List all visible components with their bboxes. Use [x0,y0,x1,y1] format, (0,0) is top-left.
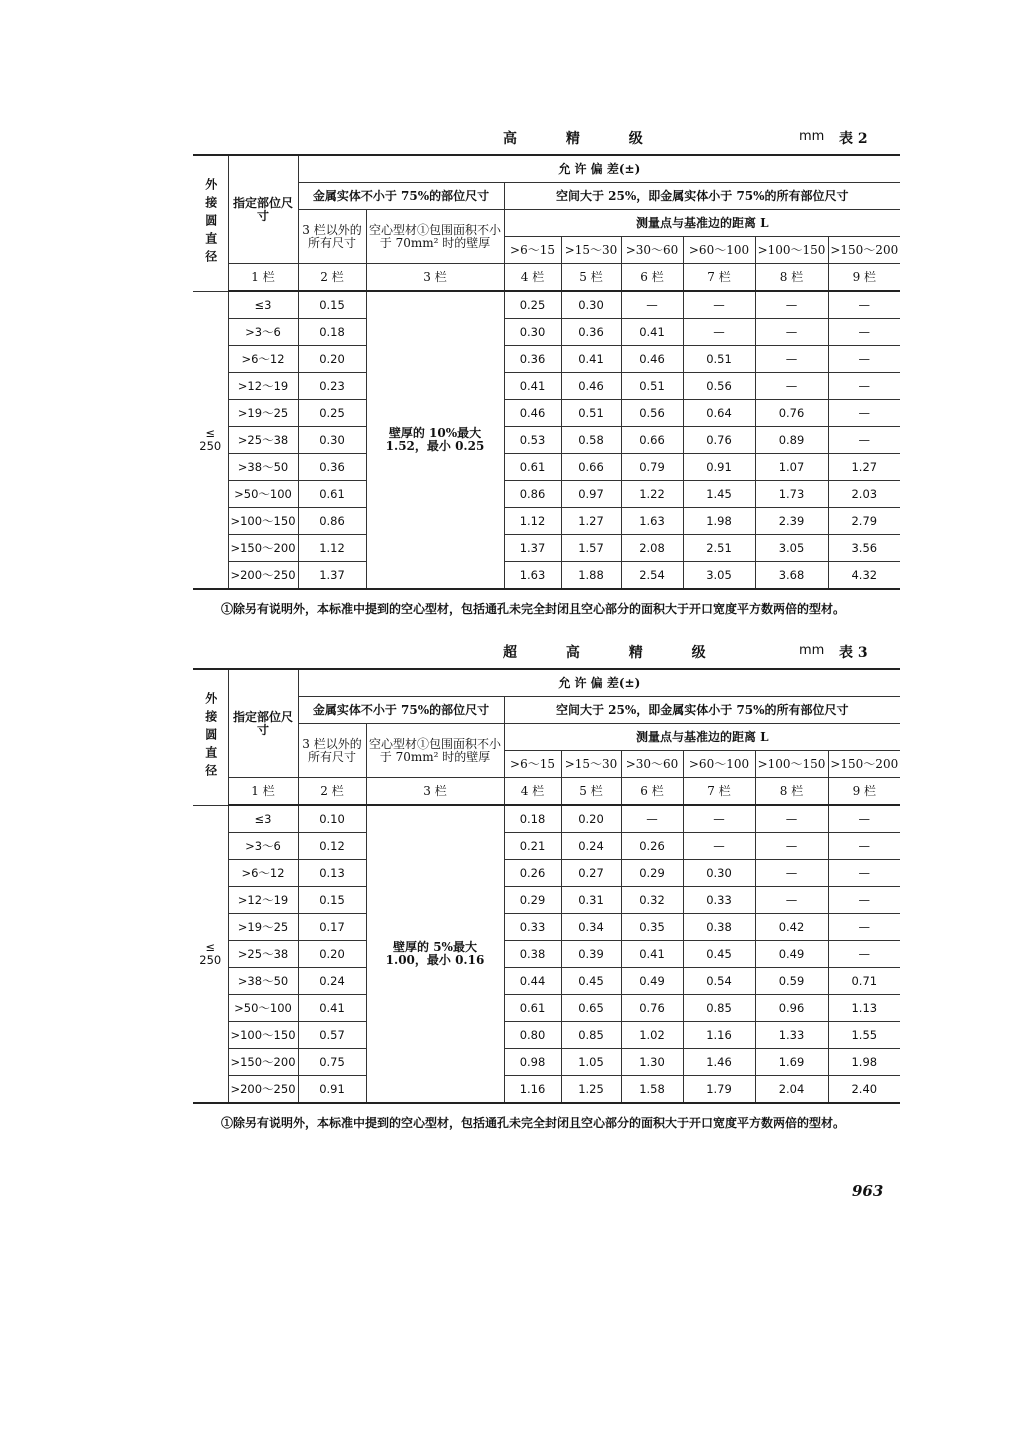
tolerance-value: 0.35 [621,914,683,941]
col2-value: 0.15 [298,291,366,319]
table-caption [193,640,900,668]
tolerance-table [193,154,900,590]
tolerance-value: 2.79 [828,508,900,535]
tolerance-value: 0.64 [683,400,755,427]
tolerance-value: 0.49 [621,968,683,995]
col2-value: 0.41 [298,995,366,1022]
tolerance-value: 1.05 [561,1049,621,1076]
size-range-cell: >200～250 [228,562,298,590]
tolerance-value: — [755,860,828,887]
table-row [193,346,900,373]
col2-value: 0.23 [298,373,366,400]
tolerance-value: 0.32 [621,887,683,914]
table-3-block [193,640,900,1134]
tolerance-value: 2.08 [621,535,683,562]
space-group-header: 空间大于 25%，即金属实体小于 75%的所有部位尺寸 [504,697,900,724]
allowable-deviation-header: 允 许 偏 差(±) [298,155,900,183]
tolerance-value: — [683,291,755,319]
tolerance-value: 0.39 [561,941,621,968]
table-row [193,995,900,1022]
table-row [193,1022,900,1049]
designated-size-header: 指定部位尺寸 [228,155,298,264]
column-number: 9 栏 [828,264,900,292]
header-row [193,724,900,751]
tolerance-value: 3.68 [755,562,828,590]
range-header: >6～15 [504,751,561,778]
table-row [193,860,900,887]
tolerance-value: 1.69 [755,1049,828,1076]
column-number-row [193,264,900,292]
tolerance-value: 3.05 [683,562,755,590]
designated-size-header: 指定部位尺寸 [228,669,298,778]
tolerance-value: — [828,805,900,833]
tolerance-value: 1.13 [828,995,900,1022]
tolerance-value: 1.63 [621,508,683,535]
tolerance-value: — [755,833,828,860]
table-row [193,914,900,941]
size-range-cell: >100～150 [228,1022,298,1049]
table-row [193,833,900,860]
tolerance-value: 1.79 [683,1076,755,1104]
column-number: 9 栏 [828,778,900,806]
tolerance-value: — [828,914,900,941]
tolerance-value: — [755,373,828,400]
tolerance-value: 1.55 [828,1022,900,1049]
tolerance-value: 0.54 [683,968,755,995]
tolerance-value: — [755,346,828,373]
table-title: 高 精 级 [503,131,665,147]
tolerance-value: — [828,887,900,914]
tolerance-value: 1.98 [828,1049,900,1076]
tolerance-value: 1.98 [683,508,755,535]
table-row [193,508,900,535]
tolerance-value: 0.61 [504,454,561,481]
table-row [193,291,900,319]
size-range-cell: >6～12 [228,860,298,887]
tolerance-value: 0.85 [561,1022,621,1049]
col2-value: 0.57 [298,1022,366,1049]
tolerance-value: 1.12 [504,508,561,535]
tolerance-value: — [683,805,755,833]
table-row [193,535,900,562]
tolerance-value: 0.65 [561,995,621,1022]
tolerance-value: 0.41 [504,373,561,400]
size-range-cell: >3～6 [228,833,298,860]
col2-value: 0.10 [298,805,366,833]
tolerance-value: 0.58 [561,427,621,454]
header-row [193,210,900,237]
tolerance-value: 1.33 [755,1022,828,1049]
col2-value: 1.37 [298,562,366,590]
tolerance-value: 0.33 [504,914,561,941]
column-number: 5 栏 [561,778,621,806]
table-caption [193,126,900,154]
tolerance-value: — [828,346,900,373]
tolerance-value: 1.30 [621,1049,683,1076]
size-range-cell: >12～19 [228,373,298,400]
size-range-cell: >3～6 [228,319,298,346]
column-number: 3 栏 [366,778,504,806]
col2-value: 0.18 [298,319,366,346]
table-row [193,373,900,400]
range-header: >150～200 [828,237,900,264]
col2-value: 0.13 [298,860,366,887]
table-row [193,400,900,427]
tolerance-value: 0.34 [561,914,621,941]
size-range-cell: >150～200 [228,1049,298,1076]
column-number: 8 栏 [755,264,828,292]
tolerance-value: — [828,319,900,346]
tolerance-value: — [683,833,755,860]
tolerance-value: 0.66 [621,427,683,454]
tolerance-value: 0.44 [504,968,561,995]
table-row [193,941,900,968]
tolerance-value: 1.88 [561,562,621,590]
space-group-header: 空间大于 25%，即金属实体小于 75%的所有部位尺寸 [504,183,900,210]
tolerance-value: 1.57 [561,535,621,562]
size-range-cell: >38～50 [228,454,298,481]
column-number: 4 栏 [504,264,561,292]
col2-value: 0.91 [298,1076,366,1104]
size-range-cell: >25～38 [228,941,298,968]
tolerance-table [193,668,900,1104]
tolerance-value: 1.16 [683,1022,755,1049]
tolerance-value: — [828,941,900,968]
wall-thickness-note: 壁厚的 10%最大 1.52，最小 0.25 [366,291,504,589]
tolerance-value: 0.76 [755,400,828,427]
table-2-block [193,126,900,620]
tolerance-value: 0.21 [504,833,561,860]
column-number: 4 栏 [504,778,561,806]
table-row [193,1049,900,1076]
tolerance-value: 1.02 [621,1022,683,1049]
tolerance-value: 0.26 [504,860,561,887]
distance-header: 测量点与基准边的距离 L [504,724,900,751]
table-row [193,481,900,508]
column-number: 3 栏 [366,264,504,292]
tolerance-value: — [755,887,828,914]
tolerance-value: 0.27 [561,860,621,887]
header-row [193,183,900,210]
tolerance-value: 0.29 [504,887,561,914]
col2-value: 0.15 [298,887,366,914]
tolerance-value: 0.80 [504,1022,561,1049]
tolerance-value: 0.59 [755,968,828,995]
tolerance-value: 0.20 [561,805,621,833]
tolerance-value: 0.36 [561,319,621,346]
tolerance-value: 0.61 [504,995,561,1022]
col2-value: 0.25 [298,400,366,427]
table-title: 超 高 精 级 [503,645,728,661]
size-range-cell: ≤3 [228,805,298,833]
outer-diameter-header: 外接圆直径 [193,155,228,291]
header-row [193,697,900,724]
size-range-cell: >12～19 [228,887,298,914]
distance-header: 测量点与基准边的距离 L [504,210,900,237]
size-range-cell: >50～100 [228,481,298,508]
tolerance-value: 1.58 [621,1076,683,1104]
tolerance-value: — [828,860,900,887]
tolerance-value: 0.18 [504,805,561,833]
size-range-cell: >19～25 [228,914,298,941]
col2-value: 0.24 [298,968,366,995]
tolerance-value: 0.51 [683,346,755,373]
tolerance-value: 0.89 [755,427,828,454]
tolerance-value: 2.39 [755,508,828,535]
tolerance-value: 0.29 [621,860,683,887]
table-unit: mm [799,643,825,658]
column-number: 7 栏 [683,264,755,292]
table-row [193,454,900,481]
column-number: 2 栏 [298,778,366,806]
size-range-cell: >6～12 [228,346,298,373]
tolerance-value: — [828,291,900,319]
tolerance-value: 0.71 [828,968,900,995]
page-number: 963 [852,1182,884,1200]
tolerance-value: 0.38 [504,941,561,968]
tolerance-value: 0.26 [621,833,683,860]
column-number: 1 栏 [228,264,298,292]
col2-header: 3 栏以外的所有尺寸 [298,210,366,264]
tolerance-value: 1.46 [683,1049,755,1076]
tolerance-value: 1.45 [683,481,755,508]
tolerance-value: 0.79 [621,454,683,481]
col2-value: 0.36 [298,454,366,481]
size-range-cell: >50～100 [228,995,298,1022]
wall-thickness-note: 壁厚的 5%最大 1.00，最小 0.16 [366,805,504,1103]
tolerance-value: — [828,373,900,400]
diameter-label: ≤ 250 [193,291,228,589]
column-number: 2 栏 [298,264,366,292]
size-range-cell: >25～38 [228,427,298,454]
solid-group-header: 金属实体不小于 75%的部位尺寸 [298,183,504,210]
footnote: ①除另有说明外，本标准中提到的空心型材，包括通孔未完全封闭且空心部分的面积大于开口宽度平方数两倍的型材。 [221,602,846,616]
tolerance-value: 0.51 [621,373,683,400]
tolerance-value: 0.36 [504,346,561,373]
tolerance-value: 0.91 [683,454,755,481]
tolerance-value: 0.38 [683,914,755,941]
range-header: >60～100 [683,237,755,264]
col2-value: 0.30 [298,427,366,454]
range-header: >15～30 [561,751,621,778]
tolerance-value: 0.45 [683,941,755,968]
diameter-label: ≤ 250 [193,805,228,1103]
tolerance-value: 1.27 [561,508,621,535]
column-number: 1 栏 [228,778,298,806]
tolerance-value: 1.27 [828,454,900,481]
tolerance-value: — [755,805,828,833]
column-number: 6 栏 [621,264,683,292]
col2-value: 1.12 [298,535,366,562]
tolerance-value: 2.40 [828,1076,900,1104]
table-row [193,887,900,914]
tolerance-value: 0.46 [621,346,683,373]
tolerance-value: 0.24 [561,833,621,860]
header-row [193,669,900,697]
tolerance-value: — [755,319,828,346]
tolerance-value: 0.56 [683,373,755,400]
tolerance-value: 2.51 [683,535,755,562]
col3-header: 空心型材①包围面积不小于 70mm² 时的壁厚 [366,724,504,778]
col3-header: 空心型材①包围面积不小于 70mm² 时的壁厚 [366,210,504,264]
tolerance-value: 3.56 [828,535,900,562]
col2-header: 3 栏以外的所有尺寸 [298,724,366,778]
col2-value: 0.20 [298,346,366,373]
size-range-cell: >150～200 [228,535,298,562]
size-range-cell: >200～250 [228,1076,298,1104]
tolerance-value: 0.30 [561,291,621,319]
table-row [193,319,900,346]
size-range-cell: ≤3 [228,291,298,319]
range-header: >15～30 [561,237,621,264]
tolerance-value: 0.76 [621,995,683,1022]
tolerance-value: — [828,427,900,454]
col2-value: 0.20 [298,941,366,968]
range-header: >100～150 [755,237,828,264]
col2-value: 0.61 [298,481,366,508]
tolerance-value: 0.30 [504,319,561,346]
tolerance-value: 0.86 [504,481,561,508]
tolerance-value: 0.41 [621,941,683,968]
table-number: 表 3 [839,645,868,661]
tolerance-value: 1.73 [755,481,828,508]
outer-diameter-header: 外接圆直径 [193,669,228,805]
tolerance-value: 0.41 [621,319,683,346]
tolerance-value: 0.45 [561,968,621,995]
column-number: 8 栏 [755,778,828,806]
allowable-deviation-header: 允 许 偏 差(±) [298,669,900,697]
column-number-row [193,778,900,806]
header-row [193,155,900,183]
solid-group-header: 金属实体不小于 75%的部位尺寸 [298,697,504,724]
tolerance-value: 0.98 [504,1049,561,1076]
tolerance-value: — [755,291,828,319]
size-range-cell: >100～150 [228,508,298,535]
tolerance-value: 2.54 [621,562,683,590]
tolerance-value: 0.33 [683,887,755,914]
tolerance-value: 0.30 [683,860,755,887]
table-row [193,562,900,590]
col2-value: 0.75 [298,1049,366,1076]
tolerance-value: — [621,805,683,833]
col2-value: 0.12 [298,833,366,860]
tolerance-value: 3.05 [755,535,828,562]
column-number: 6 栏 [621,778,683,806]
tolerance-value: — [828,833,900,860]
tolerance-value: 0.76 [683,427,755,454]
tolerance-value: 0.53 [504,427,561,454]
table-number: 表 2 [839,131,868,147]
range-header: >100～150 [755,751,828,778]
column-number: 5 栏 [561,264,621,292]
table-unit: mm [799,129,825,144]
size-range-cell: >19～25 [228,400,298,427]
tolerance-value: — [828,400,900,427]
table-row [193,427,900,454]
range-header: >30～60 [621,751,683,778]
range-header: >6～15 [504,237,561,264]
table-row [193,968,900,995]
range-header: >30～60 [621,237,683,264]
tolerance-value: 2.03 [828,481,900,508]
tolerance-value: 0.25 [504,291,561,319]
table-row [193,805,900,833]
table-row [193,1076,900,1104]
tolerance-value: 1.16 [504,1076,561,1104]
tolerance-value: 1.07 [755,454,828,481]
tolerance-value: 0.85 [683,995,755,1022]
tolerance-value: 1.22 [621,481,683,508]
tolerance-value: — [683,319,755,346]
range-header: >150～200 [828,751,900,778]
tolerance-value: 2.04 [755,1076,828,1104]
tolerance-value: 1.63 [504,562,561,590]
tolerance-value: 0.41 [561,346,621,373]
tolerance-value: 0.42 [755,914,828,941]
tolerance-value: 0.46 [561,373,621,400]
tolerance-value: 0.51 [561,400,621,427]
size-range-cell: >38～50 [228,968,298,995]
tolerance-value: — [621,291,683,319]
footnote: ①除另有说明外，本标准中提到的空心型材，包括通孔未完全封闭且空心部分的面积大于开口宽度平方数两倍的型材。 [221,1116,846,1130]
tolerance-value: 0.96 [755,995,828,1022]
tolerance-value: 0.31 [561,887,621,914]
tolerance-value: 0.49 [755,941,828,968]
col2-value: 0.17 [298,914,366,941]
tolerance-value: 1.25 [561,1076,621,1104]
tolerance-value: 4.32 [828,562,900,590]
col2-value: 0.86 [298,508,366,535]
tolerance-value: 0.97 [561,481,621,508]
tolerance-value: 1.37 [504,535,561,562]
tolerance-value: 0.46 [504,400,561,427]
tolerance-value: 0.66 [561,454,621,481]
tolerance-value: 0.56 [621,400,683,427]
column-number: 7 栏 [683,778,755,806]
range-header: >60～100 [683,751,755,778]
